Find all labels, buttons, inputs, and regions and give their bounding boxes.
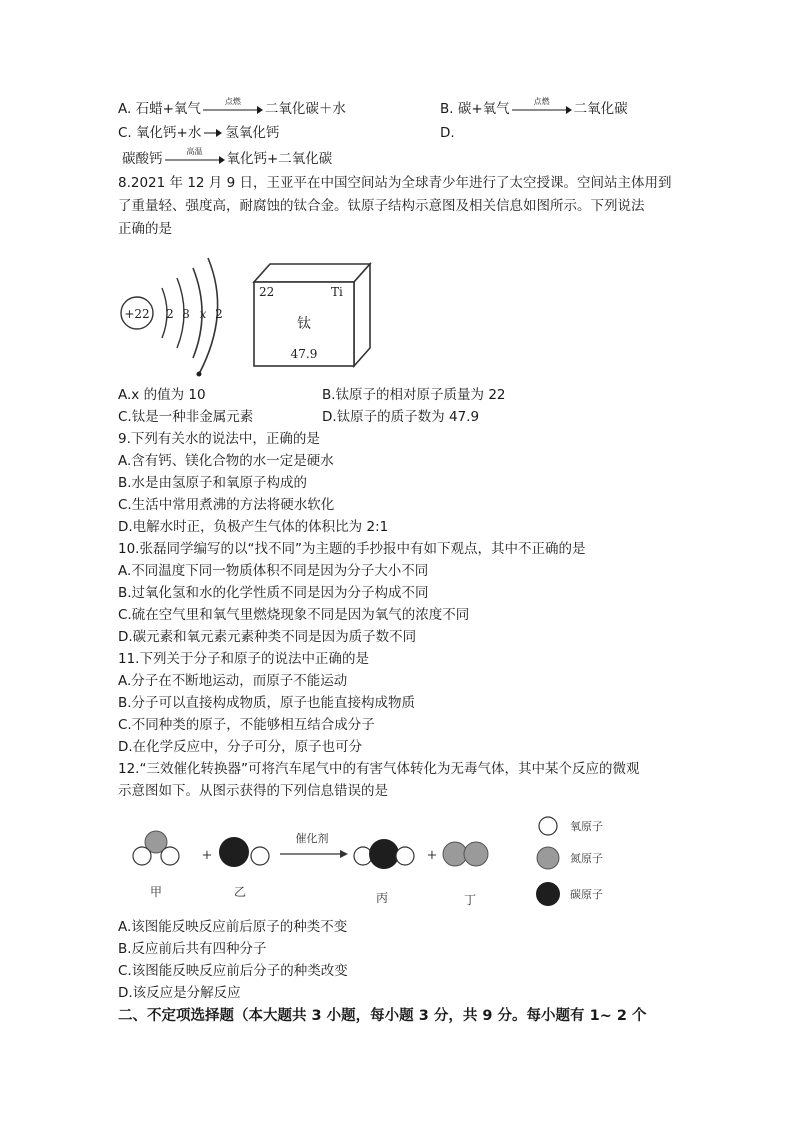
molecule-bing-oxygen-atom-2 bbox=[396, 847, 414, 865]
element-name: 钛 bbox=[297, 316, 311, 332]
legend-carbon-label: 碳原子 bbox=[570, 888, 603, 901]
element-atomic-mass: 47.9 bbox=[290, 347, 318, 361]
q7-option-b: B. 碳+氧气 点燃 二氧化碳 bbox=[440, 97, 628, 117]
legend-oxygen-swatch bbox=[539, 817, 557, 835]
q12-option-c: C.该图能反映反应前后分子的种类改变 bbox=[118, 963, 348, 979]
plus-sign-1: + bbox=[201, 848, 213, 863]
q12-stem-line2: 示意图如下。从图示获得的下列信息错误的是 bbox=[118, 783, 388, 799]
q11-option-d: D.在化学反应中，分子可分，原子也可分 bbox=[118, 739, 363, 755]
q7-option-a: A. 石蜡+氧气 点燃 二氧化碳＋水 bbox=[118, 97, 346, 117]
q10-option-b: B.过氧化氢和水的化学性质不同是因为分子构成不同 bbox=[118, 585, 429, 601]
q9-stem: 9.下列有关水的说法中，正确的是 bbox=[118, 431, 320, 447]
q7-option-c: C. 氧化钙+水 氢氧化钙 bbox=[118, 125, 280, 141]
q10-option-a: A.不同温度下同一物质体积不同是因为分子大小不同 bbox=[118, 563, 429, 579]
q10-stem: 10.张磊同学编写的以“找不同”为主题的手抄报中有如下观点，其中不正确的是 bbox=[118, 541, 586, 557]
molecule-label-ding: 丁 bbox=[463, 893, 477, 907]
q8-stem-line1: 8.2021 年 12 月 9 日，王亚平在中国空间站为全球青少年进行了太空授课。空间站主体用到 bbox=[118, 175, 672, 191]
legend-nitrogen-label: 氮原子 bbox=[570, 852, 603, 865]
q12-option-b: B.反应前后共有四种分子 bbox=[118, 941, 267, 957]
element-symbol: Ti bbox=[331, 285, 343, 299]
q8-option-b: B.钛原子的相对原子质量为 22 bbox=[322, 387, 506, 403]
q8-option-a: A.x 的值为 10 bbox=[118, 387, 206, 403]
q8-option-d: D.钛原子的质子数为 47.9 bbox=[322, 409, 480, 425]
q11-option-b: B.分子可以直接构成物质，原子也能直接构成物质 bbox=[118, 695, 416, 711]
q10-option-d: D.碳元素和氧元素元素种类不同是因为质子数不同 bbox=[118, 629, 417, 645]
electron-shell-3: x bbox=[199, 307, 207, 321]
molecule-label-bing: 丙 bbox=[375, 891, 389, 905]
section-2-heading: 二、不定项选择题（本大题共 3 小题，每小题 3 分，共 9 分。每小题有 1~ 2 个 bbox=[118, 1008, 647, 1024]
molecule-bing-carbon-atom bbox=[369, 839, 399, 869]
q8-stem-line3: 正确的是 bbox=[118, 221, 172, 237]
reaction-arrow-icon: 点燃 bbox=[203, 100, 263, 118]
q8-stem-line2: 了重量轻、强度高，耐腐蚀的钛合金。钛原子结构示意图及相关信息如图所示。下列说法 bbox=[118, 198, 645, 214]
electron-shell-4: 2 bbox=[215, 307, 223, 321]
molecule-yi-carbon-atom bbox=[219, 837, 249, 867]
reaction-arrow-head bbox=[340, 850, 348, 858]
molecule-jia-oxygen-atom-1 bbox=[133, 847, 151, 865]
electron-shell-1: 2 bbox=[166, 307, 174, 321]
q9-option-d: D.电解水时正，负极产生气体的体积比为 2:1 bbox=[118, 519, 389, 535]
q7-option-d: 碳酸钙 高温 氧化钙+二氧化碳 bbox=[122, 147, 333, 167]
q12-option-d: D.该反应是分解反应 bbox=[118, 985, 241, 1001]
atom-nucleus-charge: +22 bbox=[124, 307, 150, 321]
q11-stem: 11.下列关于分子和原子的说法中正确的是 bbox=[118, 651, 369, 667]
reaction-micro-diagram bbox=[120, 810, 640, 910]
legend-carbon-swatch bbox=[536, 882, 560, 906]
q10-option-c: C.硫在空气里和氧气里燃烧现象不同是因为氧气的浓度不同 bbox=[118, 607, 470, 623]
molecule-label-yi: 乙 bbox=[233, 885, 247, 899]
titanium-element-cube bbox=[250, 258, 375, 370]
molecule-label-jia: 甲 bbox=[149, 885, 163, 899]
molecule-ding-nitrogen-atom-2 bbox=[464, 842, 488, 866]
q12-option-a: A.该图能反映反应前后原子的种类不变 bbox=[118, 919, 348, 935]
reaction-arrow-icon bbox=[204, 128, 222, 138]
titanium-atom-structure-diagram bbox=[115, 250, 245, 380]
legend-nitrogen-swatch bbox=[537, 847, 559, 869]
legend-oxygen-label: 氧原子 bbox=[570, 820, 603, 833]
element-atomic-number: 22 bbox=[259, 285, 275, 299]
molecule-jia-oxygen-atom-2 bbox=[161, 847, 179, 865]
q12-stem-line1: 12.“三效催化转换器”可将汽车尾气中的有害气体转化为无毒气体，其中某个反应的微观 bbox=[118, 761, 640, 777]
reaction-arrow-icon: 高温 bbox=[165, 150, 225, 168]
q9-option-a: A.含有钙、镁化合物的水一定是硬水 bbox=[118, 453, 334, 469]
molecule-yi-oxygen-atom bbox=[251, 847, 269, 865]
q9-option-b: B.水是由氢原子和氧原子构成的 bbox=[118, 475, 308, 491]
plus-sign-2: + bbox=[426, 848, 438, 863]
q7-option-d-label: D. bbox=[440, 125, 455, 141]
q8-option-c: C.钛是一种非金属元素 bbox=[118, 409, 254, 425]
q11-option-a: A.分子在不断地运动，而原子不能运动 bbox=[118, 673, 348, 689]
q11-option-c: C.不同种类的原子，不能够相互结合成分子 bbox=[118, 717, 375, 733]
reaction-arrow-icon: 点燃 bbox=[512, 100, 572, 118]
catalyst-label: 催化剂 bbox=[295, 832, 329, 845]
electron-shell-2: 8 bbox=[182, 307, 190, 321]
molecule-ding-nitrogen-atom-1 bbox=[443, 842, 467, 866]
q9-option-c: C.生活中常用煮沸的方法将硬水软化 bbox=[118, 497, 335, 513]
